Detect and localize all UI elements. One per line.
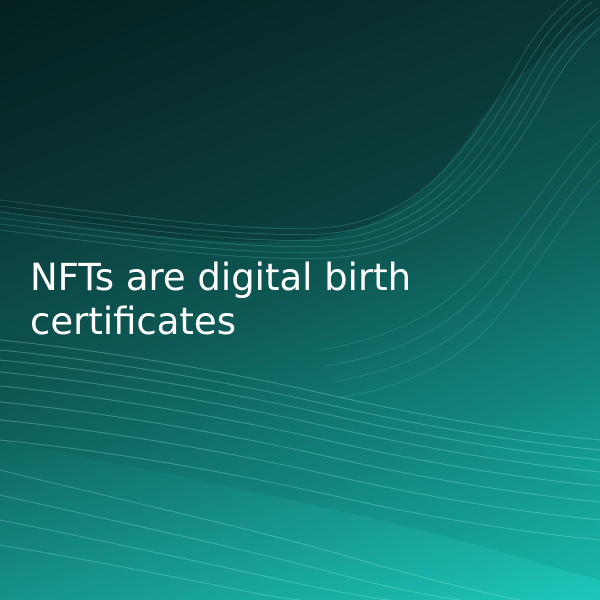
dark-sweep-shape bbox=[0, 0, 600, 242]
headline-text: NFTs are digital birth certificates bbox=[30, 256, 412, 344]
